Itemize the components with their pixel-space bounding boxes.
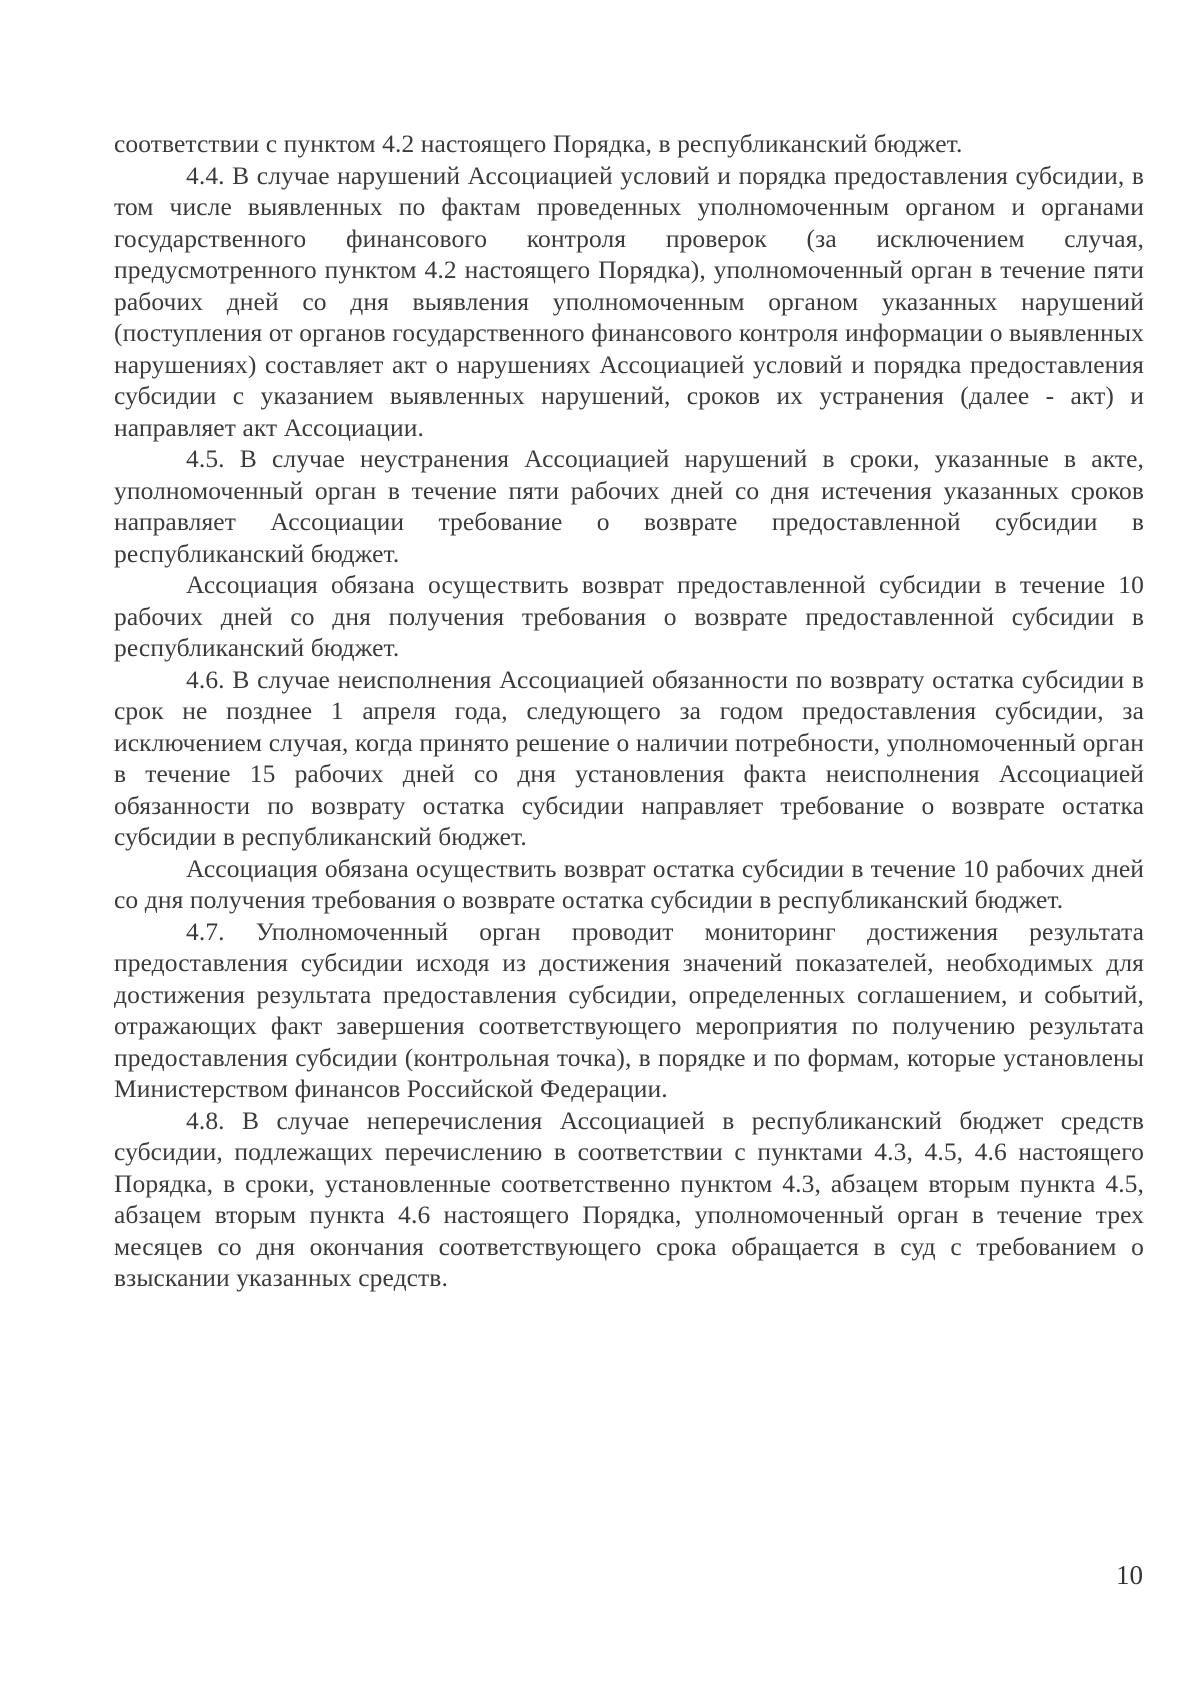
paragraph-continuation: соответствии с пунктом 4.2 настоящего Порядка, в республиканский бюджет. (114, 129, 963, 158)
paragraph-4-6-return: Ассоциация обязана осуществить возврат остатка субсидии в течение 10 рабочих дней со дня получения требования о возврате остатка субсидии в республиканский бюджет. (114, 853, 1144, 914)
paragraph-4-5: 4.5. В случае неустранения Ассоциацией нарушений в сроки, указанные в акте, уполномоченный орган в течение пяти рабочих дней со дня истечения указанных сроков направляет Ассоциации требование о возврате предоставленной субсидии в республиканский бюджет. (114, 444, 1144, 568)
paragraph-4-4: 4.4. В случае нарушений Ассоциацией условий и порядка предоставления субсидии, в том числе выявленных по фактам проведенных уполномоченным органом и органами государственного финансового контроля проверок (за исключением случая, предусмотренного пунктом 4.2 настоящего Порядка), уполномоченный орган в течение пяти рабочих дней со дня выявления уполномоченным органом указанных нарушений (поступления от органов государственного финансового контроля информации о выявленных нарушениях) составляет акт о нарушениях Ассоциацией условий и порядка предоставления субсидии с указанием выявленных нарушений, сроков их устранения (далее - акт) и направляет акт Ассоциации. (114, 160, 1144, 442)
paragraph-4-5-return: Ассоциация обязана осуществить возврат предоставленной субсидии в течение 10 рабочих дней со дня получения требования о возврате предоставленной субсидии в республиканский бюджет. (114, 570, 1144, 662)
document-body (114, 128, 1144, 1294)
paragraph-4-7: 4.7. Уполномоченный орган проводит мониторинг достижения результата предоставления субсидии исходя из достижения значений показателей, необходимых для достижения результата предоставления субсидии, определенных соглашением, и событий, отражающих факт завершения соответствующего мероприятия по получению результата предоставления субсидии (контрольная точка), в порядке и по формам, которые установлены Министерством финансов Российской Федерации. (114, 916, 1144, 1103)
paragraph-4-8: 4.8. В случае неперечисления Ассоциацией в республиканский бюджет средств субсидии, подлежащих перечислению в соответствии с пунктами 4.3, 4.5, 4.6 настоящего Порядка, в сроки, установленные соответственно пунктом 4.3, абзацем вторым пункта 4.5, абзацем вторым пункта 4.6 настоящего Порядка, уполномоченный орган в течение трех месяцев со дня окончания соответствующего срока обращается в суд с требованием о взыскании указанных средств. (114, 1105, 1144, 1292)
paragraph-4-6: 4.6. В случае неисполнения Ассоциацией обязанности по возврату остатка субсидии в срок не позднее 1 апреля года, следующего за годом предоставления субсидии, за исключением случая, когда принято решение о наличии потребности, уполномоченный орган в течение 15 рабочих дней со дня установления факта неисполнения Ассоциацией обязанности по возврату остатка субсидии направляет требование о возврате остатка субсидии в республиканский бюджет. (114, 664, 1144, 851)
page-number: 10 (1116, 1560, 1143, 1590)
